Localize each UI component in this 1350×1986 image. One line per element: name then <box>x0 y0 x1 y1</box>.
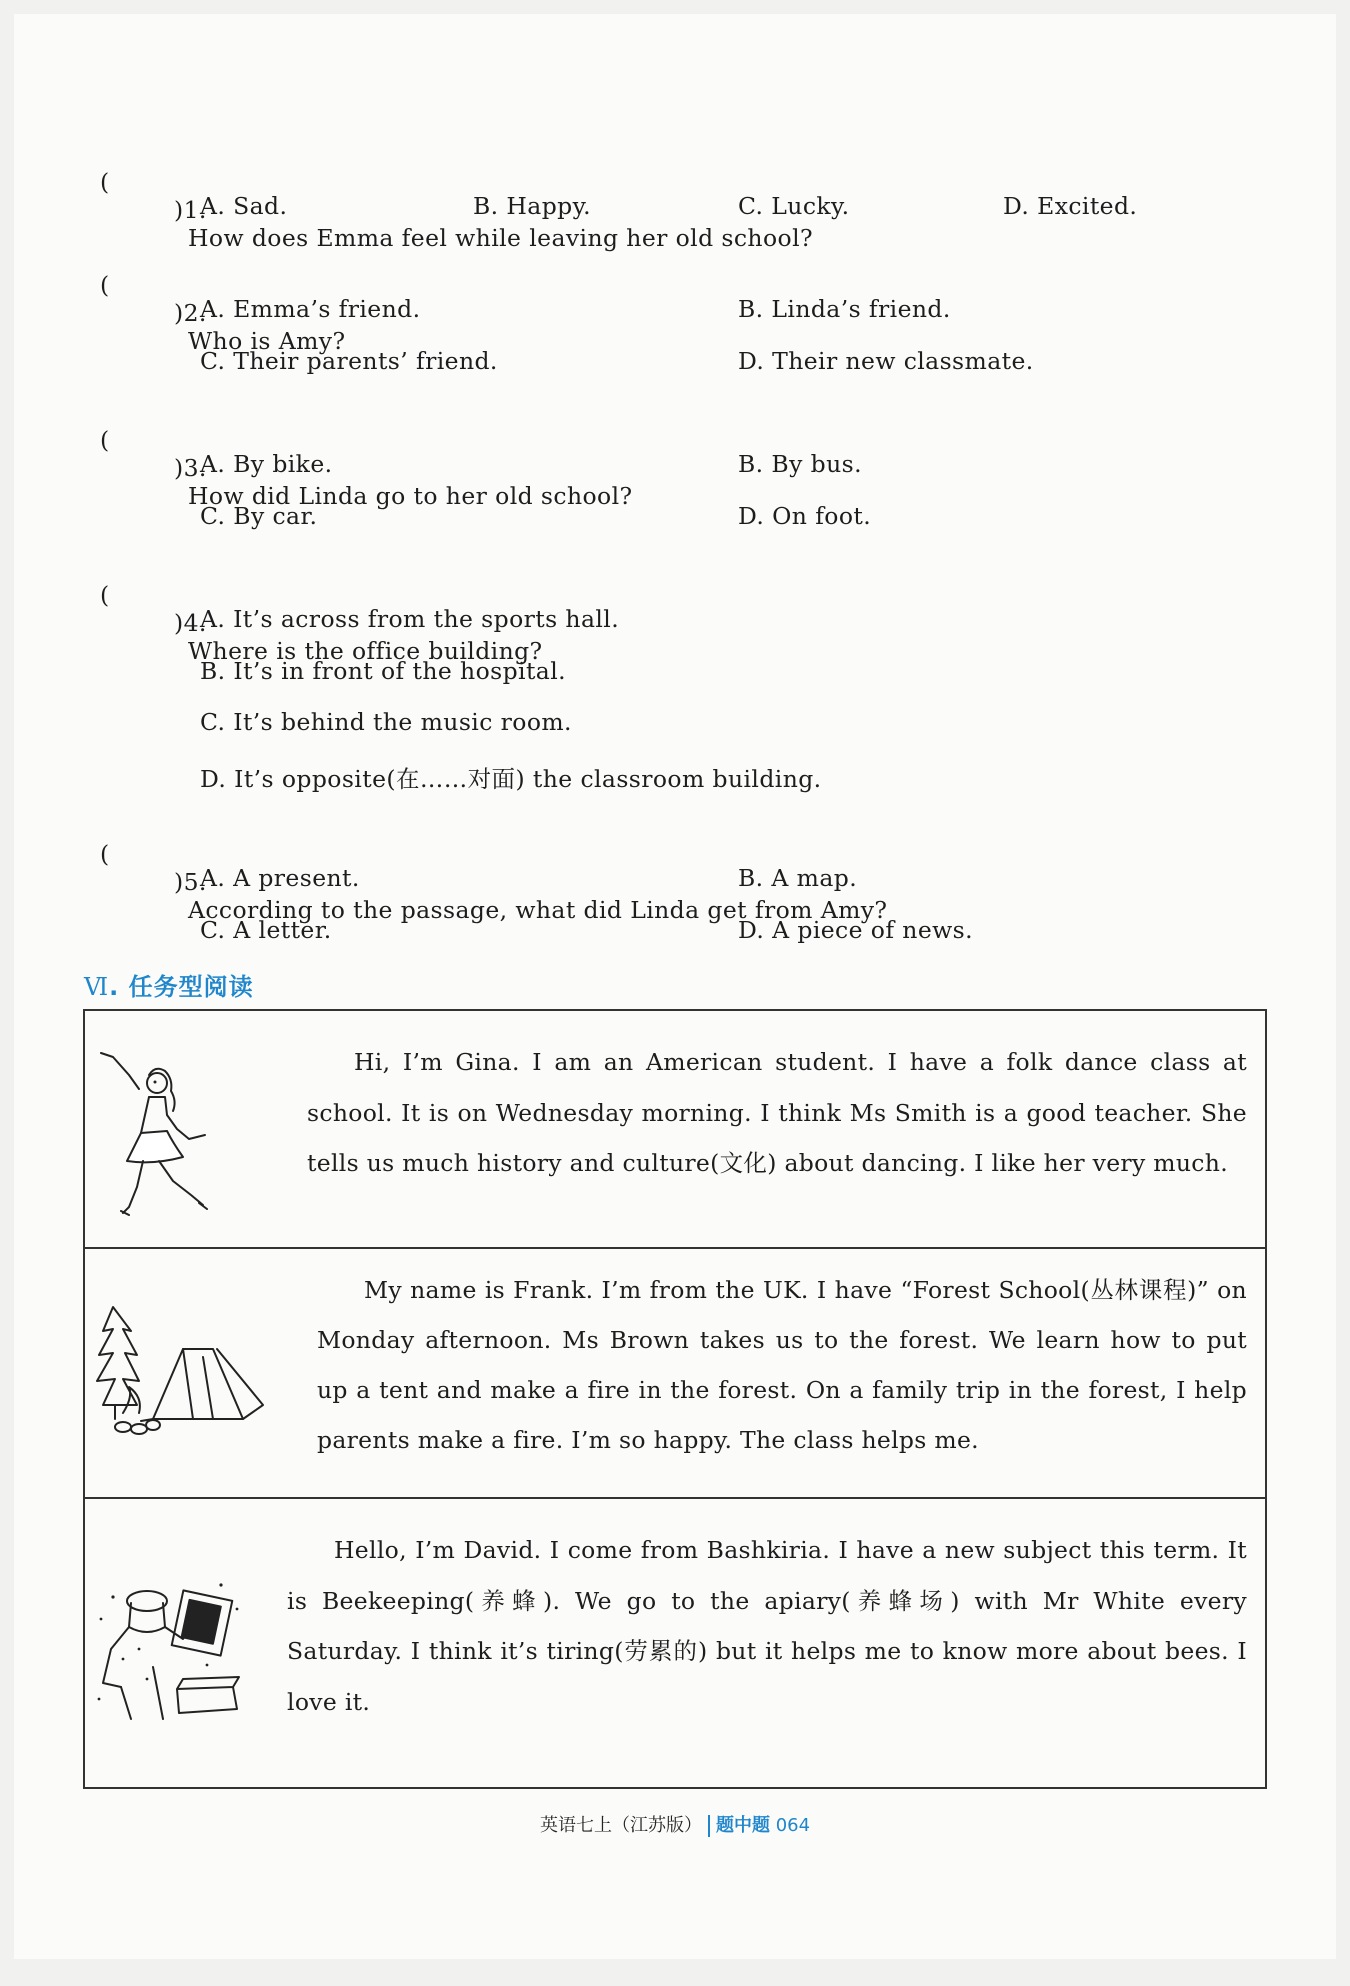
page-number: 064 <box>775 1815 811 1836</box>
answer-bracket[interactable]: ( <box>100 840 110 868</box>
page-footer <box>14 1811 1336 1837</box>
section-number: Ⅵ <box>84 973 110 1001</box>
option-c: C. It’s behind the music room. <box>200 708 572 736</box>
passage-gina <box>85 1011 1265 1249</box>
passage-frank <box>85 1249 1265 1499</box>
option-d: D. A piece of news. <box>738 916 973 944</box>
option-d: D. Excited. <box>1003 192 1138 220</box>
option-a: A. It’s across from the sports hall. <box>200 605 620 633</box>
question-stem: Where is the office building? <box>188 637 543 665</box>
option-c: C. Lucky. <box>738 192 850 220</box>
question-number: )3. <box>174 454 207 482</box>
option-b: B. Linda’s friend. <box>738 295 951 323</box>
option-d: D. It’s opposite(在……对面) the classroom building. <box>200 765 822 793</box>
option-b: B. A map. <box>738 864 858 892</box>
option-b: B. Happy. <box>473 192 592 220</box>
answer-bracket[interactable]: ( <box>100 581 110 609</box>
question-number: )1. <box>174 196 207 224</box>
question-stem: Who is Amy? <box>188 327 346 355</box>
section-title: . 任务型阅读 <box>109 973 254 1001</box>
section-heading <box>84 967 254 1002</box>
option-a: A. By bike. <box>200 450 333 478</box>
passage-text: Hi, I’m Gina. I am an American student. I have a folk dance class at school. It is on Wednesday morning. I think Ms Smith is a good teacher. She tells us much history and culture(文化) about dancing. I like her very much. <box>307 1048 1247 1177</box>
reading-passages-box <box>83 1009 1267 1789</box>
option-c: C. By car. <box>200 502 318 530</box>
footer-divider <box>708 1815 710 1837</box>
option-a: A. A present. <box>200 864 360 892</box>
question-stem: How does Emma feel while leaving her old school? <box>188 224 813 252</box>
answer-bracket[interactable]: ( <box>100 271 110 299</box>
option-c: C. A letter. <box>200 916 332 944</box>
dancing-girl-illustration <box>93 1045 223 1223</box>
question-number: )5. <box>174 868 207 896</box>
option-a: A. Emma’s friend. <box>200 295 421 323</box>
option-b: B. It’s in front of the hospital. <box>200 657 566 685</box>
series-brand: 题中题 <box>715 1815 770 1836</box>
worksheet-page <box>14 14 1336 1959</box>
passage-david <box>85 1499 1265 1787</box>
question-stem: How did Linda go to her old school? <box>188 482 633 510</box>
question-number: )4. <box>174 609 207 637</box>
option-d: D. On foot. <box>738 502 872 530</box>
question-stem: According to the passage, what did Linda get from Amy? <box>188 896 888 924</box>
passage-text: Hello, I’m David. I come from Bashkiria. I have a new subject this term. It is Beekeeping(养蜂). We go to the apiary(养蜂场) with Mr White every Saturday. I think it’s tiring(劳累的) but it helps me to know more about bees. I love it. <box>287 1536 1247 1716</box>
answer-bracket[interactable]: ( <box>100 426 110 454</box>
option-c: C. Their parents’ friend. <box>200 347 498 375</box>
option-a: A. Sad. <box>200 192 288 220</box>
question-number: )2. <box>174 299 207 327</box>
passage-text: My name is Frank. I’m from the UK. I have “Forest School(丛林课程)” on Monday afternoon. Ms Brown takes us to the forest. We learn how to put up a tent and make a fire in the forest. On a family trip in the forest, I help parents make a fire. I’m so happy. The class helps me. <box>317 1276 1247 1454</box>
option-b: B. By bus. <box>738 450 862 478</box>
beekeeper-illustration <box>93 1579 243 1729</box>
answer-bracket[interactable]: ( <box>100 168 110 196</box>
option-d: D. Their new classmate. <box>738 347 1034 375</box>
tent-campfire-illustration <box>93 1301 273 1441</box>
book-title: 英语七上（江苏版） <box>539 1815 702 1836</box>
